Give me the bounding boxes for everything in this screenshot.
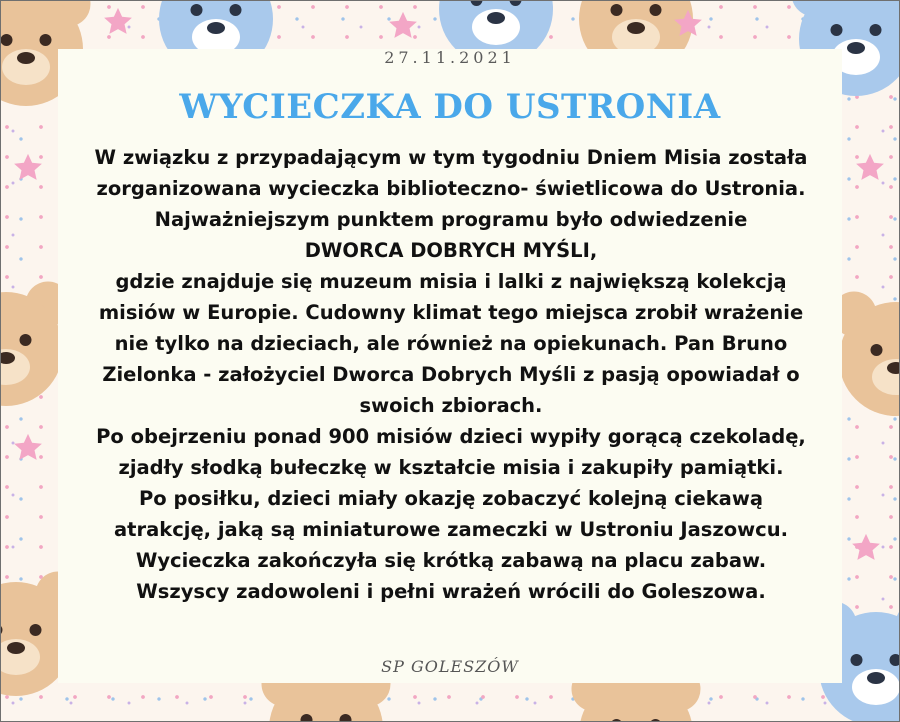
star-icon [853, 151, 887, 185]
body-line: Najważniejszym punktem programu było odwiedzenie [154, 208, 748, 231]
body-line: Wszyscy zadowoleni i pełni wrażeń wrócili do Goleszowa. [136, 580, 766, 603]
body-line: misiów w Europie. Cudowny klimat tego miejsca zrobił wrażenie [98, 301, 804, 324]
star-icon [101, 5, 135, 39]
school-signature: SP GOLESZÓW [381, 657, 519, 676]
body-line: swoich zbiorach. [359, 394, 543, 417]
body-line: W związku z przypadającym w tym tygodniu Dniem Misia została [94, 146, 808, 169]
body-line: Po posiłku, dzieci miały okazję zobaczyć kolejną ciekawą [139, 487, 763, 510]
body-line: nie tylko na dzieciach, ale również na opiekunach. Pan Bruno [114, 332, 788, 355]
star-icon [671, 7, 705, 41]
star-icon [11, 151, 45, 185]
body-line: atrakcję, jaką są miniaturowe zameczki w Ustroniu Jaszowcu. [113, 518, 789, 541]
star-icon [386, 9, 420, 43]
poster-body [56, 142, 846, 607]
body-line: zorganizowana wycieczka biblioteczno- świetlicowa do Ustronia. [96, 177, 806, 200]
body-line: Po obejrzeniu ponad 900 misiów dzieci wypiły gorącą czekoladę, [96, 425, 806, 448]
star-icon [11, 431, 45, 465]
poster-title: WYCIECZKA DO USTRONIA [179, 87, 721, 127]
body-line: gdzie znajduje się muzeum misia i lalki z największą kolekcją [115, 270, 787, 293]
body-line: Zielonka - założyciel Dworca Dobrych Myśli z pasją opowiadał o [102, 363, 800, 386]
body-line: zjadły słodką bułeczkę w kształcie misia i zakupiły pamiątki. [118, 456, 784, 479]
body-line: DWORCA DOBRYCH MYŚLI, [304, 239, 598, 262]
body-line: Wycieczka zakończyła się krótką zabawą na placu zabaw. [135, 549, 767, 572]
event-date: 27.11.2021 [384, 48, 516, 67]
star-icon [849, 531, 883, 565]
